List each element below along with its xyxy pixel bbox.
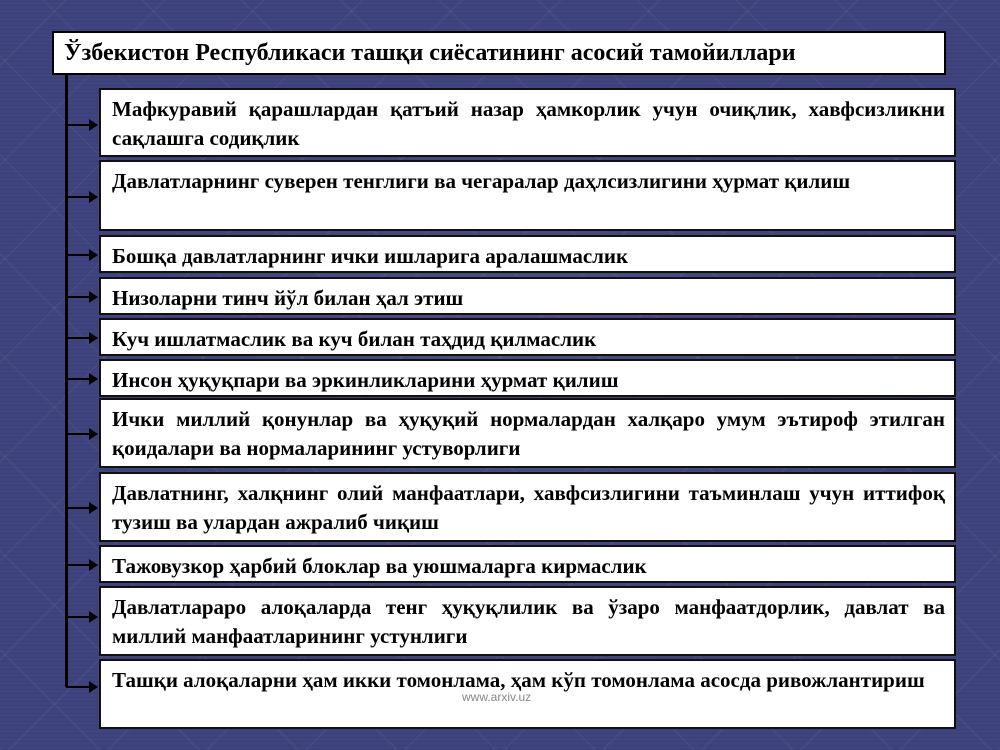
- arrow-4: [66, 296, 96, 298]
- principle-box-1: [99, 88, 956, 157]
- principle-text-10: Давлатлараро алоқаларда тенг ҳуқуқлилик ва ўзаро манфаатдорлик, давлат ва миллий манфаатларининг устунлиги: [112, 595, 945, 648]
- arrow-5: [66, 337, 96, 339]
- arrow-2: [66, 196, 96, 198]
- principle-box-8: [99, 472, 956, 542]
- connector-line: [65, 75, 68, 687]
- diagram-title: Ўзбекистон Республикаси ташқи сиёсатининг асосий тамойиллари: [64, 39, 796, 66]
- principle-box-5: [99, 318, 956, 356]
- principle-text-7: Ички миллий қонунлар ва ҳуқуқий нормалардан халқаро умум эътироф этилган қоидалари ва нормаларининг устуворлиги: [112, 407, 945, 460]
- arrow-7: [66, 433, 96, 435]
- principle-text-11: Ташқи алоқаларни ҳам икки томонлама, ҳам кўп томонлама асосда ривожлантириш: [112, 668, 925, 692]
- principle-text-2: Давлатларнинг суверен тенглиги ва чегаралар даҳлсизлигини ҳурмат қилиш: [112, 169, 851, 193]
- principle-text-4: Низоларни тинч йўл билан ҳал этиш: [112, 286, 464, 310]
- arrow-6: [66, 378, 96, 380]
- principle-box-10: [99, 586, 956, 656]
- principle-box-4: [99, 277, 956, 315]
- arrow-10: [66, 616, 96, 618]
- arrow-9: [66, 564, 96, 566]
- principle-box-3: [99, 235, 956, 273]
- principle-box-7: [99, 398, 956, 468]
- principle-text-8: Давлатнинг, халқнинг олий манфаатлари, хавфсизлигини таъминлаш учун иттифоқ тузиш ва улардан ажралиб чиқиш: [112, 481, 945, 534]
- principle-text-9: Тажовузкор ҳарбий блоклар ва уюшмаларга кирмаслик: [112, 554, 647, 578]
- arrow-3: [66, 254, 96, 256]
- arrow-11: [66, 686, 96, 688]
- footer-watermark: www.arxiv.uz: [462, 690, 532, 704]
- arrow-8: [66, 507, 96, 509]
- principle-box-2: [99, 160, 956, 231]
- principle-box-6: [99, 359, 956, 397]
- diagram-title-box: [52, 31, 946, 75]
- principle-text-1: Мафкуравий қарашлардан қатъий назар ҳамкорлик учун очиқлик, хавфсизликни сақлашга содиқлик: [112, 97, 945, 150]
- principle-text-3: Бошқа давлатларнинг ички ишларига аралашмаслик: [112, 244, 629, 268]
- principle-text-6: Инсон ҳуқуқпари ва эркинликларини ҳурмат қилиш: [112, 368, 619, 392]
- principle-box-9: [99, 545, 956, 583]
- arrow-1: [66, 124, 96, 126]
- principle-text-5: Куч ишлатмаслик ва куч билан таҳдид қилмаслик: [112, 327, 597, 351]
